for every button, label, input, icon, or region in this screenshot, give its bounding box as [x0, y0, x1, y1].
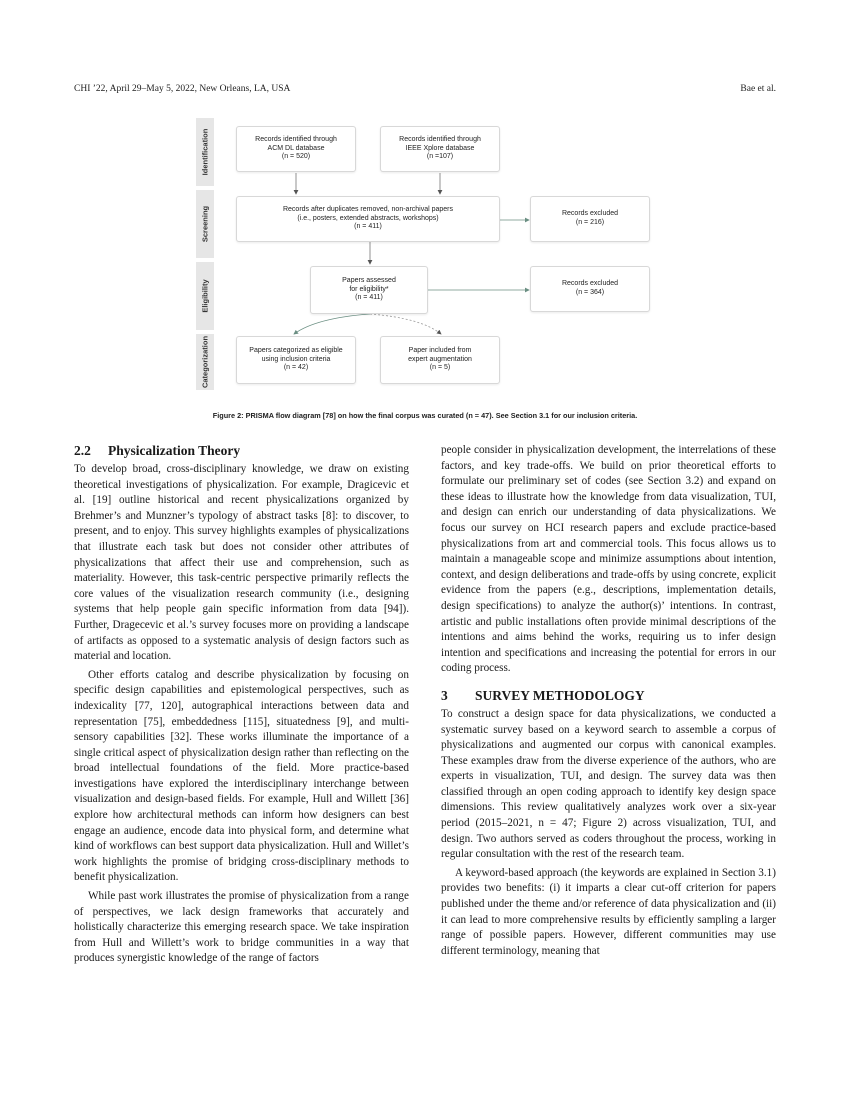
left-column	[74, 443, 409, 967]
box-papers-categorized: Papers categorized as eligible using inclusion criteria (n = 42)	[236, 336, 356, 384]
paragraph: A keyword-based approach (the keywords are explained in Section 3.1) provides two benefits: (i) it imparts a clear cut-off criterion for papers published under the theme and/or reference of data physicalization and (ii) it can lead to more comprehensive results by efficiently sampling a larger range of possible papers. However, different communities may use different terminology, meaning that	[441, 866, 776, 957]
paragraph: people consider in physicalization development, the interrelations of these factors, and key trade-offs. We build on prior theoretical efforts to formulate our preliminary set of codes (see Section 3.2) and expand on these ideas to illustrate how the knowledge from data visualization, TUI, and design can enrich our understanding of data physicalizations. We focus our survey on HCI research papers and exclude practice-based physicalizations from art and commercial tools. This focus allows us to maintain a manageable scope and minimize assumptions about intention, context, and design deliberations and trade-offs by using concrete, explicit evidence from the papers (e.g., descriptions, implementation details, design specifications) to analyze the author(s)’ intentions. In contrast, artistic and public installations often provide minimal descriptions of the intentions and aims behind the works, requiring us to infer design intention and specifications and increasing the potential for errors in our coding process.	[441, 444, 776, 675]
box-ieee-records: Records identified through IEEE Xplore database (n =107)	[380, 126, 500, 172]
box-records-excluded-364: Records excluded (n = 364)	[530, 266, 650, 312]
stage-screening: Screening	[196, 190, 214, 258]
box-records-excluded-216: Records excluded (n = 216)	[530, 196, 650, 242]
arrow-to-categorized	[294, 314, 370, 334]
running-header	[74, 84, 776, 98]
right-column	[441, 443, 776, 959]
stage-categorization: Categorization	[196, 334, 214, 390]
section-heading-3: 3 SURVEY METHODOLOGY	[441, 687, 645, 703]
authors-label: Bae et al.	[740, 84, 776, 94]
venue-label: CHI ’22, April 29–May 5, 2022, New Orleans, LA, USA	[74, 84, 291, 94]
figure-caption: Figure 2: PRISMA flow diagram [78] on how the final corpus was curated (n = 47). See Section 3.1 for our inclusion criteria.	[212, 411, 638, 420]
paragraph: To develop broad, cross-disciplinary knowledge, we draw on existing theoretical investigations of physicalization. For example, Dragicevic et al. [19] outline historical and recent physicalizations organized by Brehmer’s and Munzner’s typology of abstract tasks [8]: to discover, to present, and to enjoy. This survey highlights examples of physicalizations that illustrate each task but does not consider other attributes of physicalizations that affect their use and comprehension, such as materiality. However, this task-centric perspective primarily reflects the core values of the visualization research community (i.e., designing systems that help people gain specific information from data [94]). Further, Dragecevic et al.’s survey focuses more on providing a landscape of artifacts as opposed to a systematic analysis of design factors such as material and location.	[74, 463, 409, 663]
box-acm-records: Records identified through ACM DL database (n = 520)	[236, 126, 356, 172]
paragraph: Other efforts catalog and describe physicalization by focusing on specific design capabilities and epistemological perspectives, such as indexicality [77, 120], autographical interactions between data and representation [75], embeddedness [115], situatedness [9], and multi-sensory capabilities [32]. These works illuminate the importance of a single critical aspect of physicalization design rather than reflecting on the broad intellectual foundations of the field. More practice-based investigations have explored the interdisciplinary interchange between visualization and design-based fields. For example, Hull and Willett [36] explore how architectural methods can inform how designers can best engage an audience, encode data into physical form, and determine what kind of workflows can best support data physicalization. Hull and Willet’s work highlights the promise of bridging cross-disciplinary methods to benefit physicalization.	[74, 668, 409, 884]
paragraph: To construct a design space for data physicalizations, we conducted a systematic survey based on a keyword search to assemble a corpus of physicalizations and augmented our corpus with canonical examples. These examples draw from the diverse experience of the authors, who are experts in visualization, TUI, and design. The survey data was then classified through an open coding approach to identify key design space dimensions. This review qualitatively analyzes work over a six-year period (2015–2021, n = 47; Figure 2) across visualization, TUI, and design. Two authors served as coders throughout the process, working in regular consultation with the rest of the research team.	[441, 707, 776, 861]
prisma-flow-diagram	[196, 118, 656, 390]
section-heading-2-2: 2.2 Physicalization Theory	[74, 443, 241, 458]
arrow-to-expert	[370, 314, 441, 334]
box-duplicates-removed: Records after duplicates removed, non-archival papers (i.e., posters, extended abstracts, workshops) (n = 411)	[236, 196, 500, 242]
stage-identification: Identification	[196, 118, 214, 186]
box-expert-augmentation: Paper included from expert augmentation (n = 5)	[380, 336, 500, 384]
box-assessed-eligibility: Papers assessed for eligibility* (n = 411)	[310, 266, 428, 314]
paragraph: While past work illustrates the promise of physicalization from a range of perspectives, we lack design frameworks that accurately and holistically characterize this emerging research space. We take inspiration from Hull and Willett’s work to bridge communities in a way that produces synergistic knowledge of the range of factors	[74, 890, 409, 965]
stage-eligibility: Eligibility	[196, 262, 214, 330]
